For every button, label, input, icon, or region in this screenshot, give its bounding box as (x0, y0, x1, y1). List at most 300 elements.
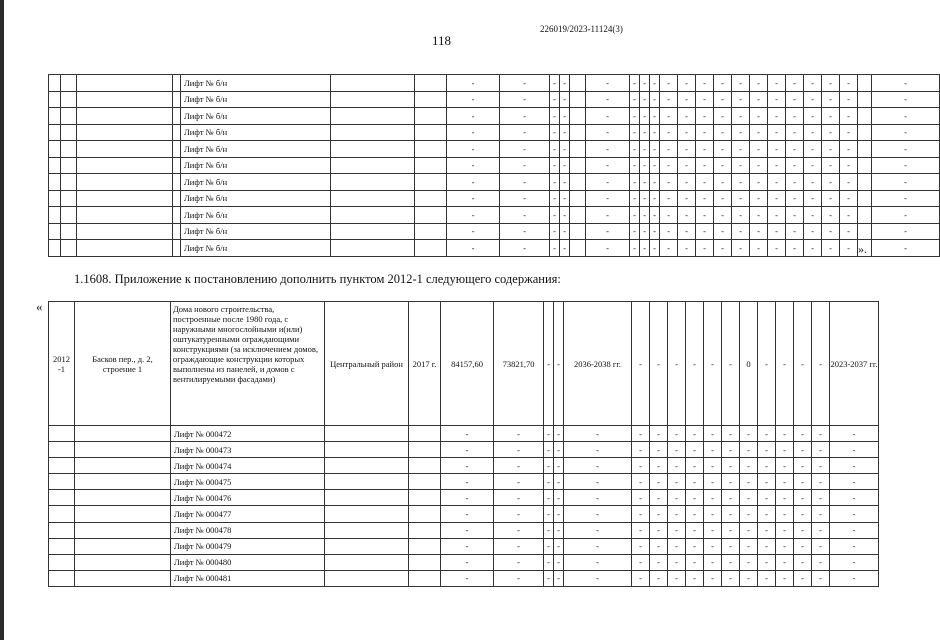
building-row (49, 302, 879, 426)
dash-cell: - (544, 570, 554, 586)
dash-cell: - (768, 91, 786, 108)
dash-cell: - (640, 91, 650, 108)
dash-cell: - (630, 240, 640, 257)
empty-cell (173, 174, 181, 191)
empty-cell (49, 490, 75, 506)
dash-cell: - (872, 108, 940, 125)
dash-cell: - (640, 174, 650, 191)
dash-cell: - (704, 538, 722, 554)
dash-cell: - (686, 442, 704, 458)
dash-cell: - (550, 207, 560, 224)
dash-cell: - (630, 124, 640, 141)
dash-cell: - (494, 458, 544, 474)
dash-cell: - (550, 157, 560, 174)
empty-cell (409, 506, 441, 522)
empty-cell (570, 141, 586, 158)
dash-cell: - (794, 302, 812, 426)
dash-cell: - (660, 141, 678, 158)
dash-cell: - (794, 442, 812, 458)
lift-label: Лифт № 000481 (171, 570, 325, 586)
dash-cell: - (668, 538, 686, 554)
dash-cell: - (804, 108, 822, 125)
dash-cell: - (758, 538, 776, 554)
section-heading: 1.1608. Приложение к постановлению дополнить пунктом 2012-1 следующего содержания: (74, 272, 561, 286)
dash-cell: - (494, 506, 544, 522)
dash-cell: - (722, 490, 740, 506)
empty-cell (325, 442, 409, 458)
dash-cell: - (740, 554, 758, 570)
dash-cell: - (632, 458, 650, 474)
dash-cell: - (750, 223, 768, 240)
lift-label: Лифт № б/н (181, 223, 331, 240)
dash-cell: - (794, 522, 812, 538)
dash-cell: - (722, 442, 740, 458)
lift-row (49, 538, 879, 554)
empty-cell (858, 157, 872, 174)
dash-cell: - (678, 141, 696, 158)
dash-cell: - (822, 124, 840, 141)
dash-cell: - (804, 75, 822, 92)
dash-cell: - (722, 570, 740, 586)
empty-cell (61, 108, 77, 125)
dash-cell: - (630, 174, 640, 191)
dash-cell: - (441, 538, 494, 554)
empty-cell (331, 91, 415, 108)
empty-cell (49, 554, 75, 570)
dash-cell: - (732, 190, 750, 207)
dash-cell: - (804, 174, 822, 191)
district-cell: Центральный район (325, 302, 409, 426)
empty-cell (61, 174, 77, 191)
dash-cell: - (544, 474, 554, 490)
dash-cell: - (660, 124, 678, 141)
lift-row (49, 124, 940, 141)
empty-cell (75, 458, 171, 474)
dash-cell: - (650, 174, 660, 191)
empty-cell (325, 426, 409, 442)
dash-cell: - (822, 141, 840, 158)
dash-cell: - (732, 124, 750, 141)
dash-cell: - (740, 458, 758, 474)
dash-cell: - (678, 75, 696, 92)
dash-cell: - (768, 108, 786, 125)
dash-cell: - (768, 240, 786, 257)
dash-cell: - (740, 506, 758, 522)
dash-cell: - (500, 157, 550, 174)
dash-cell: - (830, 522, 879, 538)
dash-cell: - (544, 458, 554, 474)
dash-cell: - (696, 174, 714, 191)
dash-cell: - (732, 240, 750, 257)
dash-cell: - (750, 75, 768, 92)
lift-label: Лифт № б/н (181, 174, 331, 191)
dash-cell: - (447, 190, 500, 207)
lift-label: Лифт № б/н (181, 75, 331, 92)
dash-cell: - (786, 108, 804, 125)
lift-row (49, 458, 879, 474)
empty-cell (570, 91, 586, 108)
dash-cell: - (794, 570, 812, 586)
dash-cell: - (786, 75, 804, 92)
empty-cell (49, 426, 75, 442)
empty-cell (49, 157, 61, 174)
dash-cell: - (560, 174, 570, 191)
empty-cell (570, 207, 586, 224)
address-cell: Басков пер., д. 2, строение 1 (75, 302, 171, 426)
empty-cell (77, 157, 173, 174)
empty-cell (61, 141, 77, 158)
dash-cell: - (560, 223, 570, 240)
dash-cell: - (632, 474, 650, 490)
dash-cell: - (660, 174, 678, 191)
dash-cell: - (696, 223, 714, 240)
dash-cell: - (550, 174, 560, 191)
lift-row (49, 570, 879, 586)
empty-cell (331, 124, 415, 141)
lift-row (49, 207, 940, 224)
dash-cell: - (714, 141, 732, 158)
dash-cell: - (447, 91, 500, 108)
empty-cell (331, 223, 415, 240)
dash-cell: - (822, 157, 840, 174)
dash-cell: - (678, 240, 696, 257)
empty-cell (570, 157, 586, 174)
dash-cell: - (776, 506, 794, 522)
dash-cell: - (830, 538, 879, 554)
dash-cell: - (758, 570, 776, 586)
dash-cell: - (586, 207, 630, 224)
dash-cell: - (494, 426, 544, 442)
dash-cell: - (704, 554, 722, 570)
empty-cell (173, 157, 181, 174)
dash-cell: - (550, 223, 560, 240)
dash-cell: - (564, 570, 632, 586)
dash-cell: - (872, 207, 940, 224)
dash-cell: - (640, 190, 650, 207)
dash-cell: - (872, 141, 940, 158)
dash-cell: - (776, 442, 794, 458)
dash-cell: - (650, 302, 668, 426)
empty-cell (570, 223, 586, 240)
dash-cell: - (441, 426, 494, 442)
empty-cell (325, 458, 409, 474)
dash-cell: - (840, 124, 858, 141)
dash-cell: - (678, 190, 696, 207)
dash-cell: - (630, 75, 640, 92)
empty-cell (409, 490, 441, 506)
dash-cell: - (441, 522, 494, 538)
lift-row (49, 554, 879, 570)
empty-cell (75, 490, 171, 506)
empty-cell (49, 91, 61, 108)
dash-cell: - (732, 75, 750, 92)
dash-cell: - (494, 474, 544, 490)
dash-cell: - (650, 522, 668, 538)
dash-cell: - (794, 474, 812, 490)
empty-cell (77, 223, 173, 240)
dash-cell: - (750, 124, 768, 141)
dash-cell: - (650, 207, 660, 224)
area2-cell: 73821,70 (494, 302, 544, 426)
lift-row (49, 442, 879, 458)
empty-cell (61, 190, 77, 207)
dash-cell: - (678, 91, 696, 108)
dash-cell: - (632, 570, 650, 586)
lift-row (49, 190, 940, 207)
dash-cell: - (840, 174, 858, 191)
empty-cell (570, 190, 586, 207)
dash-cell: - (668, 506, 686, 522)
dash-cell: - (758, 490, 776, 506)
dash-cell: - (830, 474, 879, 490)
dash-cell: - (650, 570, 668, 586)
empty-cell (77, 207, 173, 224)
lift-row (49, 223, 940, 240)
dash-cell: - (686, 522, 704, 538)
closing-quote: ». (858, 242, 867, 256)
dash-cell: - (812, 538, 830, 554)
dash-cell: - (840, 141, 858, 158)
dash-cell: - (650, 538, 668, 554)
dash-cell: - (776, 426, 794, 442)
dash-cell: - (564, 506, 632, 522)
dash-cell: - (822, 174, 840, 191)
dash-cell: - (686, 458, 704, 474)
dash-cell: - (500, 108, 550, 125)
dash-cell: - (586, 124, 630, 141)
empty-cell (173, 190, 181, 207)
dash-cell: - (630, 190, 640, 207)
empty-cell (858, 108, 872, 125)
dash-cell: - (758, 506, 776, 522)
dash-cell: - (830, 442, 879, 458)
dash-cell: - (554, 302, 564, 426)
dash-cell: - (640, 240, 650, 257)
dash-cell: - (550, 91, 560, 108)
dash-cell: - (830, 490, 879, 506)
dash-cell: - (554, 522, 564, 538)
lift-label: Лифт № б/н (181, 157, 331, 174)
description-cell: Дома нового строительства, построенные после 1980 года, с наружными многослойными и(или) оштукатуренными ограждающими конструкциями (за исключением домов, ограждающие конструкции которых выполнены из панелей, и домов с вентилируемыми фасадами) (171, 302, 325, 426)
dash-cell: - (564, 474, 632, 490)
dash-cell: - (786, 157, 804, 174)
dash-cell: - (500, 174, 550, 191)
empty-cell (173, 91, 181, 108)
page-number: 118 (432, 33, 452, 48)
dash-cell: - (550, 124, 560, 141)
dash-cell: - (812, 554, 830, 570)
dash-cell: - (686, 302, 704, 426)
empty-cell (75, 506, 171, 522)
lift-row (49, 75, 940, 92)
dash-cell: - (758, 426, 776, 442)
dash-cell: - (554, 538, 564, 554)
empty-cell (75, 570, 171, 586)
lift-label: Лифт № б/н (181, 207, 331, 224)
dash-cell: - (660, 75, 678, 92)
empty-cell (49, 474, 75, 490)
dash-cell: - (564, 522, 632, 538)
dash-cell: - (560, 190, 570, 207)
dash-cell: - (441, 570, 494, 586)
dash-cell: - (812, 522, 830, 538)
dash-cell: - (586, 223, 630, 240)
dash-cell: - (586, 91, 630, 108)
dash-cell: - (732, 223, 750, 240)
dash-cell: - (544, 426, 554, 442)
empty-cell (325, 474, 409, 490)
dash-cell: - (750, 190, 768, 207)
dash-cell: - (768, 75, 786, 92)
dash-cell: - (732, 91, 750, 108)
dash-cell: - (564, 458, 632, 474)
dash-cell: - (560, 141, 570, 158)
empty-cell (61, 75, 77, 92)
dash-cell: - (776, 474, 794, 490)
dash-cell: - (812, 490, 830, 506)
dash-cell: - (554, 442, 564, 458)
dash-cell: - (768, 124, 786, 141)
dash-cell: - (696, 190, 714, 207)
empty-cell (49, 75, 61, 92)
dash-cell: - (794, 538, 812, 554)
dash-cell: - (586, 141, 630, 158)
dash-cell: - (714, 190, 732, 207)
dash-cell: - (650, 490, 668, 506)
dash-cell: - (786, 240, 804, 257)
dash-cell: - (554, 458, 564, 474)
dash-cell: - (494, 554, 544, 570)
lift-row (49, 490, 879, 506)
dash-cell: - (447, 75, 500, 92)
dash-cell: - (704, 522, 722, 538)
empty-cell (331, 190, 415, 207)
empty-cell (77, 91, 173, 108)
dash-cell: - (630, 141, 640, 158)
empty-cell (77, 141, 173, 158)
opening-quote: « (36, 299, 43, 314)
dash-cell: - (500, 124, 550, 141)
empty-cell (61, 240, 77, 257)
empty-cell (331, 108, 415, 125)
dash-cell: - (660, 157, 678, 174)
lift-label: Лифт № 000472 (171, 426, 325, 442)
lift-row (49, 506, 879, 522)
empty-cell (77, 190, 173, 207)
dash-cell: - (630, 157, 640, 174)
dash-cell: - (632, 442, 650, 458)
dash-cell: - (668, 442, 686, 458)
dash-cell: - (678, 157, 696, 174)
empty-cell (858, 141, 872, 158)
dash-cell: - (812, 474, 830, 490)
dash-cell: - (722, 474, 740, 490)
dash-cell: - (786, 91, 804, 108)
dash-cell: - (447, 240, 500, 257)
building-table (48, 301, 879, 587)
dash-cell: - (722, 522, 740, 538)
dash-cell: - (678, 207, 696, 224)
dash-cell: - (758, 442, 776, 458)
dash-cell: - (768, 157, 786, 174)
dash-cell: - (794, 506, 812, 522)
dash-cell: - (822, 190, 840, 207)
dash-cell: - (640, 157, 650, 174)
dash-cell: - (564, 538, 632, 554)
empty-cell (415, 190, 447, 207)
dash-cell: - (714, 207, 732, 224)
dash-cell: - (564, 554, 632, 570)
dash-cell: - (668, 458, 686, 474)
lift-label: Лифт № б/н (181, 240, 331, 257)
lift-row (49, 426, 879, 442)
dash-cell: - (632, 426, 650, 442)
dash-cell: - (586, 240, 630, 257)
dash-cell: - (650, 240, 660, 257)
dash-cell: - (564, 490, 632, 506)
dash-cell: - (544, 302, 554, 426)
dash-cell: - (758, 554, 776, 570)
dash-cell: - (794, 458, 812, 474)
dash-cell: - (632, 302, 650, 426)
dash-cell: - (650, 91, 660, 108)
dash-cell: - (650, 108, 660, 125)
lift-row (49, 108, 940, 125)
empty-cell (49, 223, 61, 240)
dash-cell: - (560, 157, 570, 174)
dash-cell: - (640, 124, 650, 141)
dash-cell: - (840, 108, 858, 125)
dash-cell: - (830, 554, 879, 570)
dash-cell: - (872, 75, 940, 92)
dash-cell: - (650, 458, 668, 474)
dash-cell: - (564, 442, 632, 458)
dash-cell: - (804, 190, 822, 207)
empty-cell (409, 426, 441, 442)
empty-cell (61, 207, 77, 224)
dash-cell: - (560, 91, 570, 108)
dash-cell: - (812, 442, 830, 458)
empty-cell (49, 458, 75, 474)
dash-cell: - (804, 141, 822, 158)
dash-cell: - (872, 190, 940, 207)
empty-cell (415, 223, 447, 240)
empty-cell (409, 522, 441, 538)
dash-cell: - (830, 458, 879, 474)
empty-cell (858, 91, 872, 108)
dash-cell: - (696, 124, 714, 141)
empty-cell (570, 108, 586, 125)
lift-table-continued (48, 74, 940, 257)
dash-cell: - (564, 426, 632, 442)
dash-cell: - (544, 522, 554, 538)
dash-cell: - (554, 570, 564, 586)
dash-cell: - (630, 207, 640, 224)
dash-cell: - (441, 506, 494, 522)
area1-cell: 84157,60 (441, 302, 494, 426)
dash-cell: - (822, 240, 840, 257)
empty-cell (77, 124, 173, 141)
empty-cell (49, 124, 61, 141)
empty-cell (75, 538, 171, 554)
empty-cell (77, 240, 173, 257)
dash-cell: - (786, 223, 804, 240)
dash-cell: - (804, 124, 822, 141)
dash-cell: - (776, 554, 794, 570)
dash-cell: - (678, 124, 696, 141)
dash-cell: - (650, 190, 660, 207)
scan-edge (0, 0, 4, 640)
